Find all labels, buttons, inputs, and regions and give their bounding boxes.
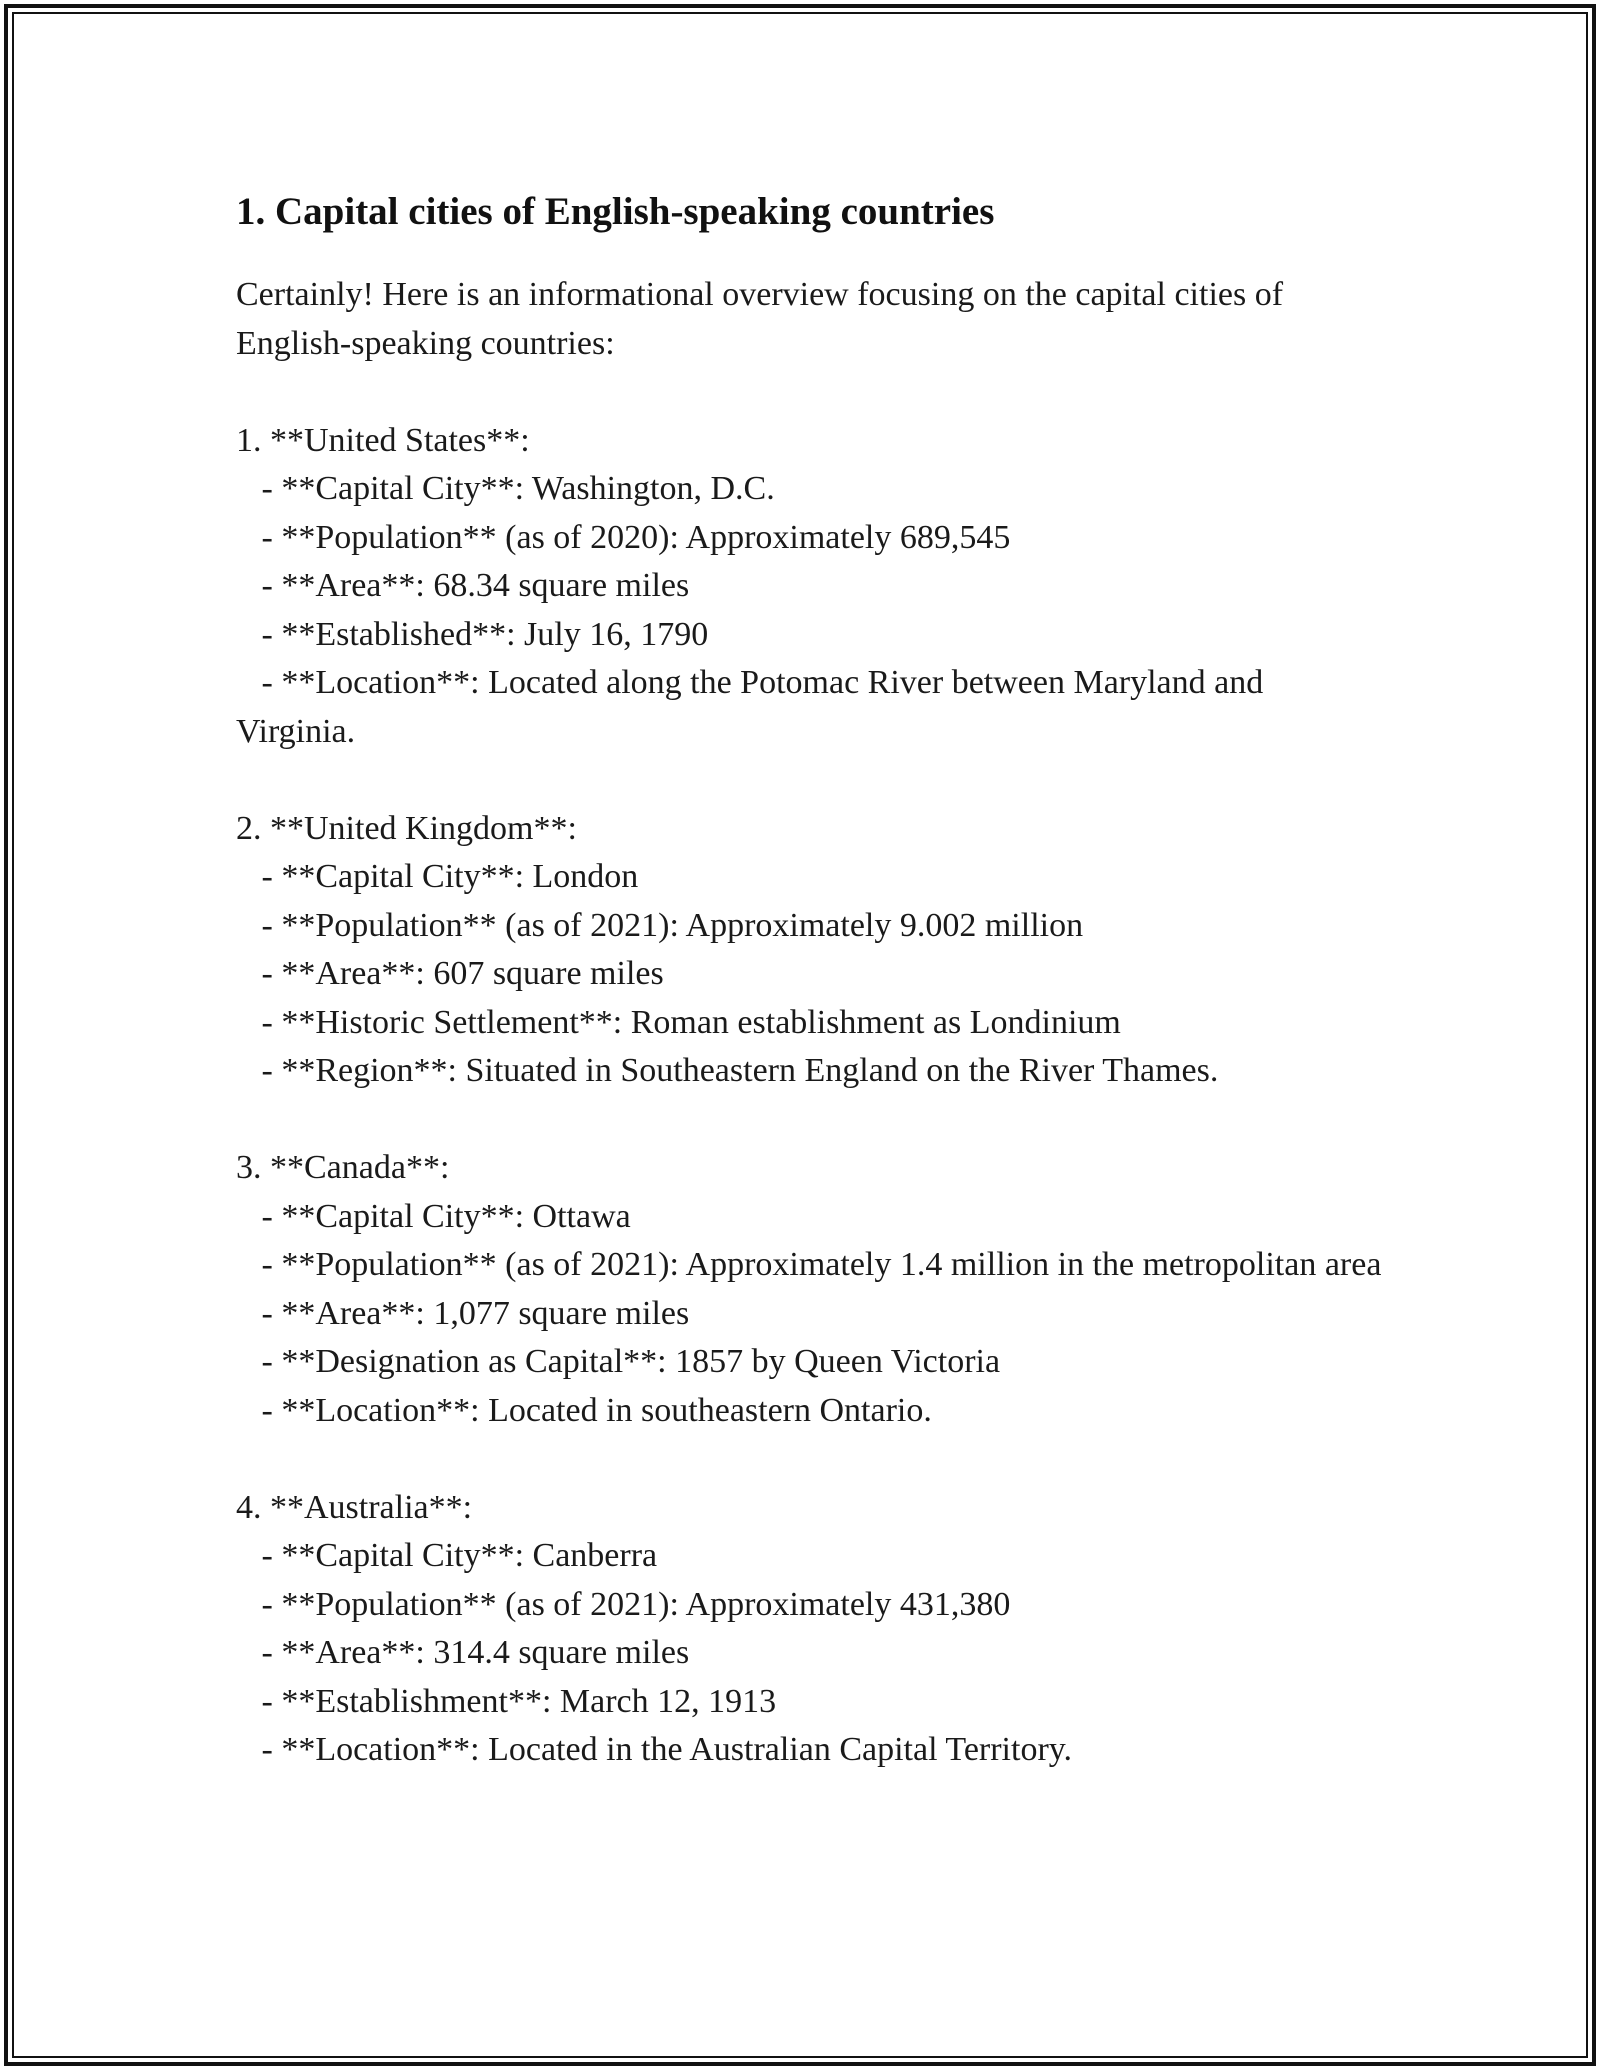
country-title: 2. **United Kingdom**: xyxy=(236,809,577,847)
detail-line: - **Designation as Capital**: 1857 by Queen Victoria xyxy=(236,1343,1001,1380)
detail-line: - **Historic Settlement**: Roman establishment as Londinium xyxy=(236,1003,1121,1041)
detail-line: - **Established**: July 16, 1790 xyxy=(236,615,709,653)
detail-line: - **Location**: Located along the Potomac River between Maryland and Virginia. xyxy=(236,664,1272,750)
detail-line: - **Area**: 68.34 square miles xyxy=(236,567,690,604)
detail-line: - **Establishment**: March 12, 1913 xyxy=(236,1682,777,1720)
country-section-united-kingdom xyxy=(236,805,1386,1096)
detail-line: - **Population** (as of 2020): Approximately 689,545 xyxy=(236,518,1011,556)
document-body xyxy=(236,186,1386,1775)
country-section-united-states xyxy=(236,417,1386,757)
detail-line: - **Area**: 314.4 square miles xyxy=(236,1634,690,1671)
detail-line: - **Location**: Located in southeastern Ontario. xyxy=(236,1391,932,1429)
detail-line: - **Capital City**: Ottawa xyxy=(236,1197,631,1235)
detail-line: - **Location**: Located in the Australian Capital Territory. xyxy=(236,1731,1073,1768)
detail-line: - **Population** (as of 2021): Approximately 9.002 million xyxy=(236,906,1084,944)
country-title: 1. **United States**: xyxy=(236,421,530,459)
document-heading: 1. Capital cities of English-speaking countries xyxy=(236,190,995,233)
detail-line: - **Population** (as of 2021): Approximately 1.4 million in the metropolitan area xyxy=(236,1246,1382,1283)
detail-line: - **Area**: 1,077 square miles xyxy=(236,1294,690,1332)
detail-line: - **Capital City**: Canberra xyxy=(236,1537,658,1574)
detail-line: - **Region**: Situated in Southeastern England on the River Thames. xyxy=(236,1052,1219,1089)
country-title: 3. **Canada**: xyxy=(236,1149,450,1186)
detail-line: - **Area**: 607 square miles xyxy=(236,955,664,992)
intro-paragraph: Certainly! Here is an informational overview focusing on the capital cities of English-speaking countries: xyxy=(236,276,1284,362)
detail-line: - **Capital City**: Washington, D.C. xyxy=(236,470,775,507)
country-title: 4. **Australia**: xyxy=(236,1488,473,1526)
detail-line: - **Population** (as of 2021): Approximately 431,380 xyxy=(236,1585,1011,1623)
country-section-australia xyxy=(236,1484,1386,1775)
country-section-canada xyxy=(236,1144,1386,1435)
detail-line: - **Capital City**: London xyxy=(236,858,639,895)
